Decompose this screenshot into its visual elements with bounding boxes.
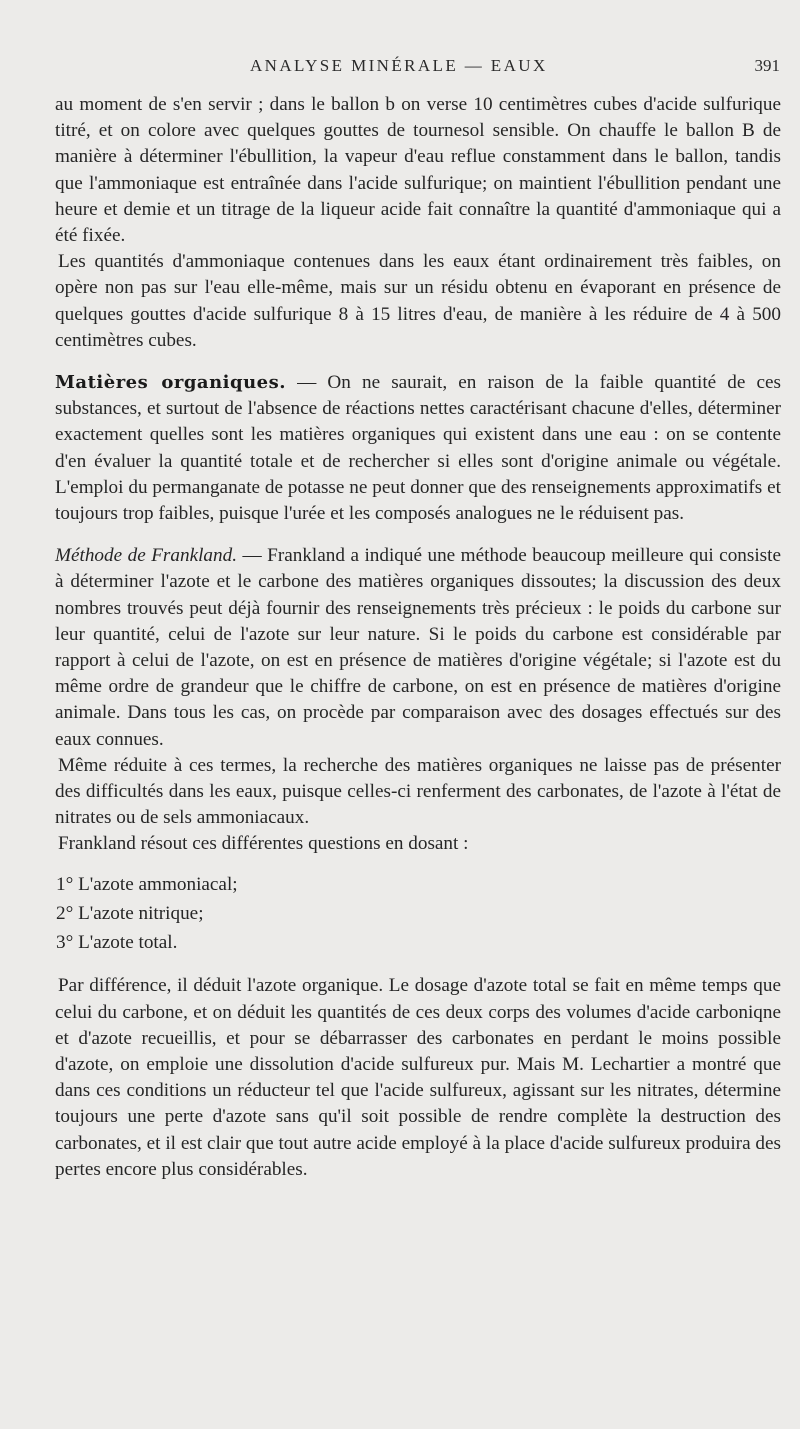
spacer <box>55 354 781 370</box>
paragraph-5: Même réduite à ces termes, la recherche des matières organiques ne laisse pas de présenter des difficultés dans les eaux, puisque celles-ci renferment des carbonates, de l'azote à l'état de nitrates ou de sels ammoniacaux. <box>55 754 781 829</box>
paragraph-1: au moment de s'en servir ; dans le ballon b on verse 10 centimètres cubes d'acide sulfurique titré, et on colore avec quelques gouttes de tournesol sensible. On chauffe le ballon B de manière à déterminer l'ébullition, la vapeur d'eau reflue constamment dans le ballon, tandis que l'ammoniaque est entraînée dans l'acide sulfurique; on maintient l'ébullition pendant une heure et demie et un titrage de la liqueur acide fait connaître la quantité d'ammoniaque qui a été fixée. <box>55 94 781 247</box>
page-header <box>0 56 800 82</box>
nitrogen-list <box>55 872 781 957</box>
paragraph-6: Frankland résout ces différentes questions en dosant : <box>58 833 469 855</box>
paragraph-matieres <box>55 370 781 527</box>
running-title: ANALYSE MINÉRALE — EAUX <box>250 56 548 75</box>
list-item: 2° L'azote nitrique; <box>56 902 204 924</box>
list-item: 3° L'azote total. <box>56 932 178 954</box>
paragraph-3-text: — On ne saurait, en raison de la faible quantité de ces substances, et surtout de l'absence de réactions nettes caractérisant chacune d'elles, déterminer exactement quelles sont les matières organiques qui existent dans une eau : on se contente d'en évaluer la quantité totale et de rechercher si elles sont d'origine animale ou végétale. L'emploi du permanganate de potasse ne peut donner que des renseignements approximatifs et toujours trop faibles, puisque l'urée et les composés analogues ne le réduisent pas. <box>55 372 781 525</box>
paragraph-7: Par différence, il déduit l'azote organique. Le dosage d'azote total se fait en même temps que celui du carbone, et on déduit les quantités de ces deux corps des volumes d'acide carboniqne et d'azote recueillis, et pour se débarrasser des carbonates en perdant le moins possible d'azote, on emploie une dissolution d'acide sulfureux pur. Mais M. Lechartier a montré que dans ces conditions un réducteur tel que l'acide sulfureux, agissant sur les nitrates, détermine toujours une perte d'azote sans qu'il soit possible de rendre complète la destruction des carbonates, et il est clair que tout autre acide employé à la place d'acide sulfureux produira des pertes encore plus considérables. <box>55 975 781 1180</box>
spacer <box>55 527 781 543</box>
paragraph-methode <box>55 543 781 753</box>
spacer <box>55 959 781 973</box>
paragraph-2: Les quantités d'ammoniaque contenues dans les eaux étant ordinairement très faibles, on opère non pas sur l'eau elle-même, mais sur un résidu obtenu en évaporant en présence de quelques gouttes d'acide sulfurique 8 à 15 litres d'eau, de manière à les réduire de 4 à 500 centimètres cubes. <box>55 251 781 351</box>
heading-matieres-organiques: Matières organiques. <box>55 372 287 394</box>
page-number: 391 <box>754 56 780 75</box>
body-text <box>55 92 781 1183</box>
heading-methode-frankland: Méthode de Frankland. <box>55 545 238 567</box>
spacer <box>55 858 781 872</box>
list-item: 1° L'azote ammoniacal; <box>56 873 238 895</box>
paragraph-4-text: — Frankland a indiqué une méthode beaucoup meilleure qui consiste à déterminer l'azote et le carbone des matières organiques dissoutes; la discussion des deux nombres trouvés peut déjà fournir des renseignements très précieux : le poids du carbone sur leur quantité, celui de l'azote sur leur nature. Si le poids du carbone est considérable par rapport à celui de l'azote, on est en présence de matières d'origine végétale; si l'azote est du même ordre de grandeur que le chiffre de carbone, on est en présence de matières d'origine animale. Dans tous les cas, on procède par comparaison avec des dosages effectués sur des eaux connues. <box>55 545 781 750</box>
